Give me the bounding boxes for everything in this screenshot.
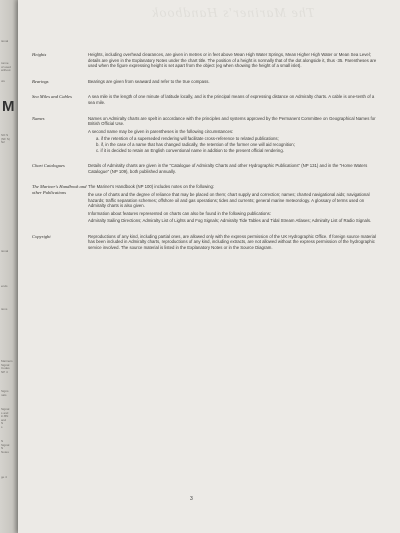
section-copyright xyxy=(32,234,382,253)
section-heights xyxy=(32,52,382,71)
edge-snippet: Mariners Signal Codes NP 4 xyxy=(1,359,13,374)
indented-paragraph: Admiralty Sailing Directions; Admiralty List of Lights and Fog Signals; Admiralty Tide Tables and Tidal Stream Atlases; Admiralty List of Radio Signals. xyxy=(88,218,372,224)
section-chart-catalogues xyxy=(32,163,382,176)
list-item: a. if the retention of a superseded rendering will facilitate cross-reference to related publications; xyxy=(96,136,279,142)
paragraph: Information about features represented on charts can also be found in the following publications: xyxy=(88,210,271,216)
section-label: Bearings xyxy=(32,78,49,84)
section-mariners-handbook xyxy=(32,184,382,226)
edge-snippet: tional xyxy=(1,249,9,253)
paragraph: Names on Admiralty charts are spelt in accordance with the principles and systems approved by the Permanent Committee on Geographical Names for British Official Use. xyxy=(88,115,376,127)
adjacent-page-edge xyxy=(0,0,18,533)
section-sea-miles xyxy=(32,94,382,107)
section-label: Sea Miles and Cables xyxy=(32,94,72,100)
list-item: b. if, in the case of a name that has changed radically, the retention of the former one will aid recognition; xyxy=(96,141,295,147)
edge-snippet: tonne of used without xyxy=(1,61,11,73)
section-body xyxy=(88,79,382,87)
section-label: Chart Catalogues xyxy=(32,163,65,169)
section-label: The Mariner's Handbook and other Publications xyxy=(32,184,87,196)
edge-snippet: SO S (NF S) N2 xyxy=(1,133,10,145)
section-body xyxy=(88,163,382,176)
section-body xyxy=(88,94,382,107)
edge-snippet: tions xyxy=(1,307,8,311)
edge-snippet: ols xyxy=(1,79,5,83)
edge-big-letter: M xyxy=(2,98,15,115)
paragraph: Heights, including overhead clearances, are given in metres or in feet above Mean High Water Springs, Mean Higher High Water or Mean Sea Level; details are given in the Explanatory Notes under the chart title. The position of a height is normally that of the dot alongside it, thus ·35. Parentheses are used when the figure expressing height is set apart from the object (eg when showing the height of a small islet). xyxy=(88,52,377,69)
paragraph: Reproductions of any kind, including partial ones, are allowed only with the express permission of the UK Hydrographic Office. If foreign source material has been included in Admiralty charts, reproductions of any kind, including extracts, are not allowed without the express permission of the hydrographic service involved. The source material is listed in the Explanatory Notes or in the Source Diagram. xyxy=(88,233,376,251)
page-content xyxy=(32,52,382,261)
paragraph: A sea mile is the length of one minute of latitude locally, and is the principal means of expressing distance on Admiralty charts. A cable is one-tenth of a sea mile. xyxy=(88,94,375,105)
indented-paragraph: the use of charts and the degree of reliance that may be placed on them; chart supply and correction; names; charted navigational aids; navigational hazards; traffic separation schemes; offshore oil and gas operations; tides and currents; general marine meteorology. A glossary of terms used on Admiralty charts is also given. xyxy=(88,191,370,209)
section-bearings xyxy=(32,79,382,87)
document-page xyxy=(18,0,400,533)
edge-snippet: Signal s and in BN and N s xyxy=(1,407,10,429)
section-names xyxy=(32,116,382,156)
show-through-title: The Mariner's Handbook xyxy=(151,6,315,21)
edge-snippet: ge 4 xyxy=(1,475,7,479)
section-label: Heights xyxy=(32,52,47,57)
paragraph: Bearings are given from seaward and refer to the true compass. xyxy=(88,78,210,84)
section-body xyxy=(88,52,382,71)
paragraph: The Mariner's Handbook (NP 100) includes notes on the following: xyxy=(88,184,215,190)
section-body xyxy=(88,234,382,253)
section-label: Copyright xyxy=(32,233,51,239)
list-item: c. if it is decided to retain an English conventional name in addition to the present official rendering. xyxy=(96,147,284,153)
section-label: Names xyxy=(32,115,45,121)
paragraph: Details of Admiralty charts are given in the "Catalogue of Admiralty Charts and other Hydrographic Publications" (NP 131) and in the "Home Waters Catalogue" (NP 109), both published annually. xyxy=(88,163,368,174)
section-body xyxy=(88,116,382,156)
paragraph: A second name may be given in parentheses in the following circumstances: xyxy=(88,128,234,134)
section-body xyxy=(88,184,382,226)
edge-snippet: Signs nals xyxy=(1,389,9,397)
edge-snippet: tional xyxy=(1,39,9,43)
circumstance-list xyxy=(96,136,382,153)
edge-snippet: ends xyxy=(1,284,8,288)
edge-snippet: N Signal N Notes xyxy=(1,439,10,454)
page-number: 3 xyxy=(190,496,193,502)
